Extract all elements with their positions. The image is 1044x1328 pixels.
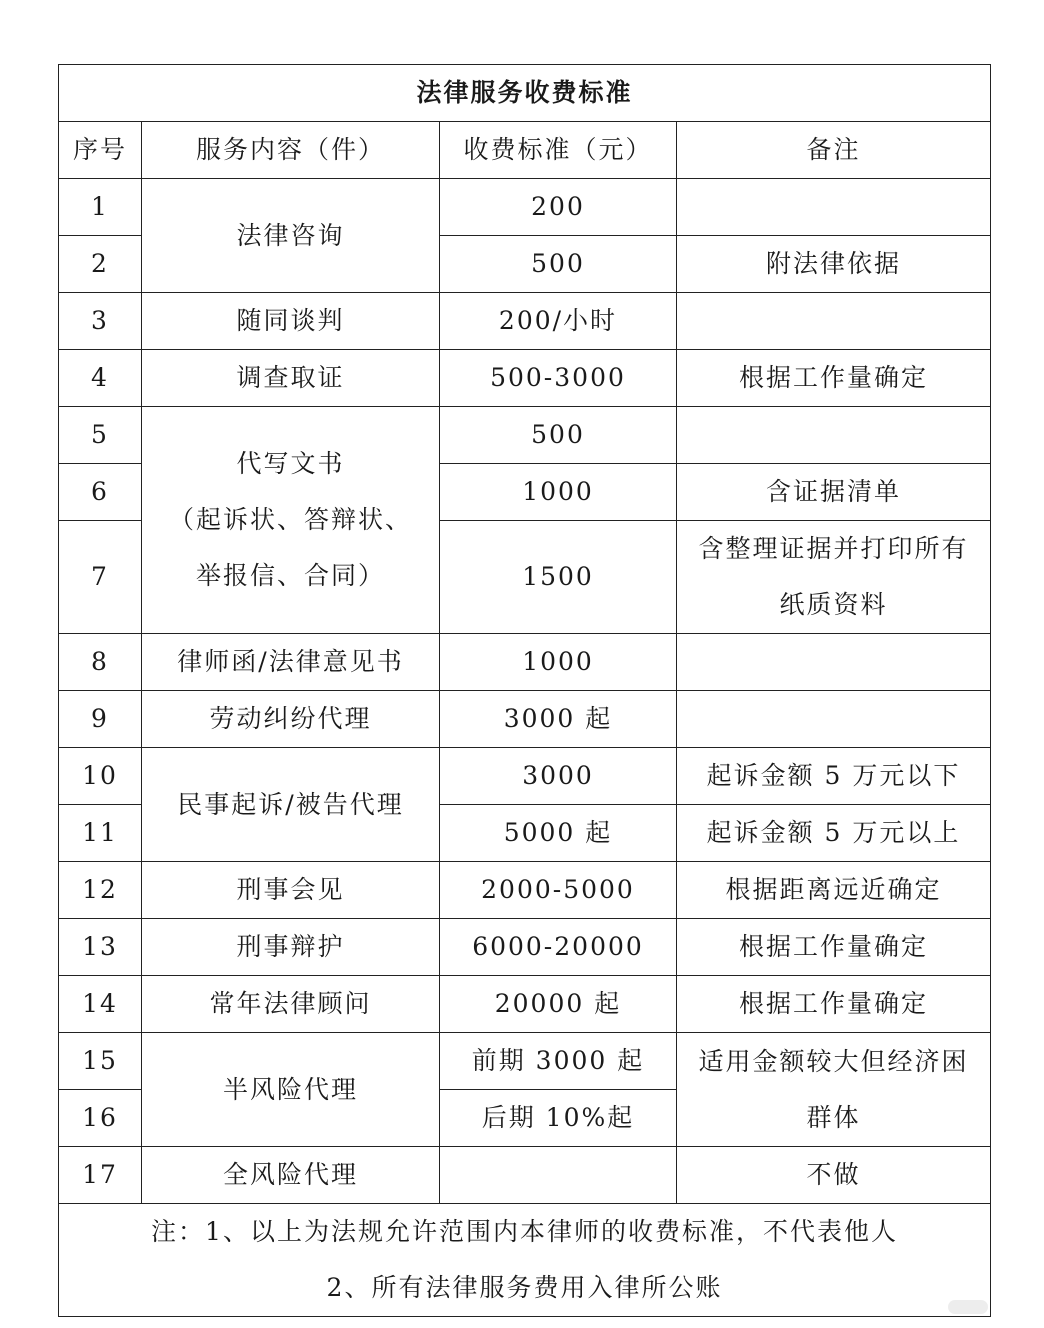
row-remark: 根据工作量确定: [677, 919, 991, 976]
row-remark: 根据距离远近确定: [677, 862, 991, 919]
row-no: 13: [59, 919, 142, 976]
row-service: 随同谈判: [142, 293, 440, 350]
row-service: 全风险代理: [142, 1147, 440, 1204]
row-service: 调查取证: [142, 350, 440, 407]
row-service: 律师函/法律意见书: [142, 634, 440, 691]
row-no: 2: [59, 236, 142, 293]
row-remark: 不做: [677, 1147, 991, 1204]
remark-line: 含整理证据并打印所有: [698, 534, 969, 563]
row-no: 5: [59, 407, 142, 464]
row-service-drafting: [142, 407, 440, 634]
row-fee: 前期 3000 起: [440, 1033, 677, 1090]
row-no: 3: [59, 293, 142, 350]
row-remark: [677, 407, 991, 464]
service-line: （起诉状、答辩状、: [168, 505, 412, 534]
note-line: 注：1、以上为法规允许范围内本律师的收费标准，不代表他人: [151, 1217, 898, 1246]
row-fee: 20000 起: [440, 976, 677, 1033]
row-no: 16: [59, 1090, 142, 1147]
row-no: 7: [59, 521, 142, 634]
row-remark: 根据工作量确定: [677, 350, 991, 407]
row-fee: 3000 起: [440, 691, 677, 748]
table-row: [59, 748, 991, 805]
service-line: 举报信、合同）: [195, 561, 385, 590]
row-fee: 500-3000: [440, 350, 677, 407]
row-service: 劳动纠纷代理: [142, 691, 440, 748]
header-remark: 备注: [677, 122, 991, 179]
header-fee: 收费标准（元）: [440, 122, 677, 179]
service-line: 代写文书: [236, 449, 345, 478]
title-row: [59, 65, 991, 122]
header-service: 服务内容（件）: [142, 122, 440, 179]
row-no: 4: [59, 350, 142, 407]
row-remark: 附法律依据: [677, 236, 991, 293]
header-row: [59, 122, 991, 179]
row-service: 法律咨询: [142, 179, 440, 293]
row-remark: [677, 634, 991, 691]
note-line: 2、所有法律服务费用入律所公账: [326, 1273, 723, 1302]
row-no: 8: [59, 634, 142, 691]
row-fee: 500: [440, 236, 677, 293]
table-row: [59, 919, 991, 976]
row-fee: 5000 起: [440, 805, 677, 862]
row-fee: 3000: [440, 748, 677, 805]
row-service: 民事起诉/被告代理: [142, 748, 440, 862]
row-remark: 根据工作量确定: [677, 976, 991, 1033]
table-row: [59, 179, 991, 236]
table-row: [59, 350, 991, 407]
remark-line: 群体: [806, 1102, 861, 1132]
row-fee: 后期 10%起: [440, 1090, 677, 1147]
notes-row: [59, 1204, 991, 1317]
remark-line: 适用金额较大但经济困: [698, 1046, 969, 1076]
table-row: [59, 634, 991, 691]
row-service: 刑事辩护: [142, 919, 440, 976]
row-remark: 起诉金额 5 万元以下: [677, 748, 991, 805]
table-row: [59, 293, 991, 350]
row-no: 12: [59, 862, 142, 919]
row-fee: 6000-20000: [440, 919, 677, 976]
row-no: 10: [59, 748, 142, 805]
row-no: 17: [59, 1147, 142, 1204]
row-no: 14: [59, 976, 142, 1033]
row-fee: [440, 1147, 677, 1204]
row-remark: 含证据清单: [677, 464, 991, 521]
row-fee: 1000: [440, 464, 677, 521]
row-fee: 200/小时: [440, 293, 677, 350]
row-no: 1: [59, 179, 142, 236]
row-remark: [677, 521, 991, 634]
row-service: 刑事会见: [142, 862, 440, 919]
row-remark: 起诉金额 5 万元以上: [677, 805, 991, 862]
row-fee: 1500: [440, 521, 677, 634]
fee-table: [58, 64, 991, 1317]
table-row: [59, 1033, 991, 1090]
table-row: [59, 862, 991, 919]
table-row: [59, 976, 991, 1033]
row-no: 15: [59, 1033, 142, 1090]
watermark: [948, 1300, 988, 1314]
row-no: 11: [59, 805, 142, 862]
row-fee: 500: [440, 407, 677, 464]
row-no: 9: [59, 691, 142, 748]
row-remark: [677, 691, 991, 748]
row-remark: [677, 179, 991, 236]
header-no: 序号: [59, 122, 142, 179]
row-remark: [677, 293, 991, 350]
table-row: [59, 1147, 991, 1204]
row-no: 6: [59, 464, 142, 521]
row-fee: 200: [440, 179, 677, 236]
table-row: [59, 407, 991, 464]
row-service: 半风险代理: [142, 1033, 440, 1147]
row-remark: [677, 1033, 991, 1147]
row-fee: 2000-5000: [440, 862, 677, 919]
table-title: 法律服务收费标准: [59, 65, 991, 122]
notes-cell: [59, 1204, 991, 1317]
row-service: 常年法律顾问: [142, 976, 440, 1033]
table-row: [59, 691, 991, 748]
row-fee: 1000: [440, 634, 677, 691]
remark-line: 纸质资料: [779, 590, 888, 619]
